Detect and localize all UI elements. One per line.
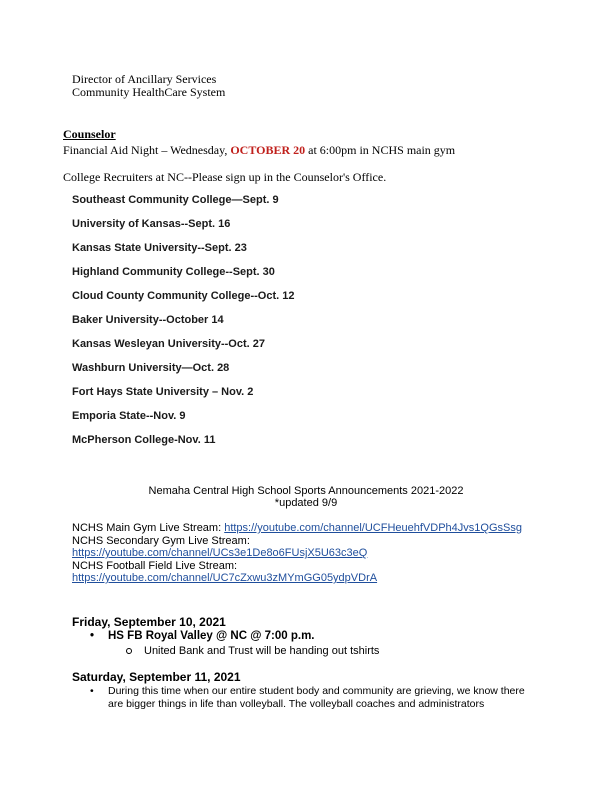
bullet-icon: • [90,685,94,697]
main-gym-stream-link[interactable]: https://youtube.com/channel/UCFHeuehfVDPh4Jvs1QGsSsg [224,522,522,534]
sports-announcements-title [0,485,612,509]
secondary-gym-stream-link[interactable]: https://youtube.com/channel/UCs3e1De8o6FUsjX5U63c3eQ [72,547,368,560]
saturday-heading: Saturday, September 11, 2021 [72,670,241,684]
college-visit-item: Washburn University—Oct. 28 [72,362,230,374]
sports-title-text: Nemaha Central High School Sports Announcements 2021-2022 [148,485,464,497]
college-visit-item: McPherson College-Nov. 11 [72,434,216,446]
sports-updated-note: *updated 9/9 [274,497,338,509]
live-stream-links [72,522,522,585]
saturday-item-text: During this time when our entire student body and community are grieving, we know there are bigger things in life than volleyball. The volleyball coaches and administrators [108,685,525,710]
friday-sub-item [126,645,379,657]
college-visit-list [72,194,294,458]
signature-title: Director of Ancillary Services [72,72,217,86]
college-visit-item: Southeast Community College—Sept. 9 [72,194,279,206]
aid-night-prefix: Financial Aid Night – Wednesday, [63,143,231,157]
college-visit-item: Kansas State University--Sept. 23 [72,242,247,254]
college-visit-item: Highland Community College--Sept. 30 [72,266,275,278]
recruiters-intro: College Recruiters at NC--Please sign up in the Counselor's Office. [63,170,387,184]
friday-sub-item-text: United Bank and Trust will be handing out tshirts [144,645,380,657]
friday-event [90,630,315,642]
college-visit-item: Emporia State--Nov. 9 [72,410,186,422]
college-visit-item: Fort Hays State University – Nov. 2 [72,386,254,398]
signature-block [72,73,225,99]
aid-night-suffix: at 6:00pm in NCHS main gym [305,143,456,157]
football-field-stream-link[interactable]: https://youtube.com/channel/UC7cZxwu3zMYmGG05ydpVDrA [72,572,378,585]
secondary-gym-label: NCHS Secondary Gym Live Stream: [72,534,250,547]
circle-bullet-icon [126,648,132,654]
main-gym-label: NCHS Main Gym Live Stream: [72,522,225,534]
friday-event-text: HS FB Royal Valley @ NC @ 7:00 p.m. [108,630,315,642]
college-visit-item: Kansas Wesleyan University--Oct. 27 [72,338,265,350]
college-visit-item: Baker University--October 14 [72,314,224,326]
aid-night-date: OCTOBER 20 [230,143,306,157]
bullet-icon: • [90,630,95,642]
college-visit-item: University of Kansas--Sept. 16 [72,218,231,230]
football-field-label: NCHS Football Field Live Stream: [72,559,238,572]
saturday-item [90,685,530,711]
college-visit-item: Cloud County Community College--Oct. 12 [72,290,295,302]
signature-organization: Community HealthCare System [72,85,226,99]
financial-aid-night [63,144,455,157]
counselor-heading: Counselor [63,127,116,141]
friday-heading: Friday, September 10, 2021 [72,615,226,629]
